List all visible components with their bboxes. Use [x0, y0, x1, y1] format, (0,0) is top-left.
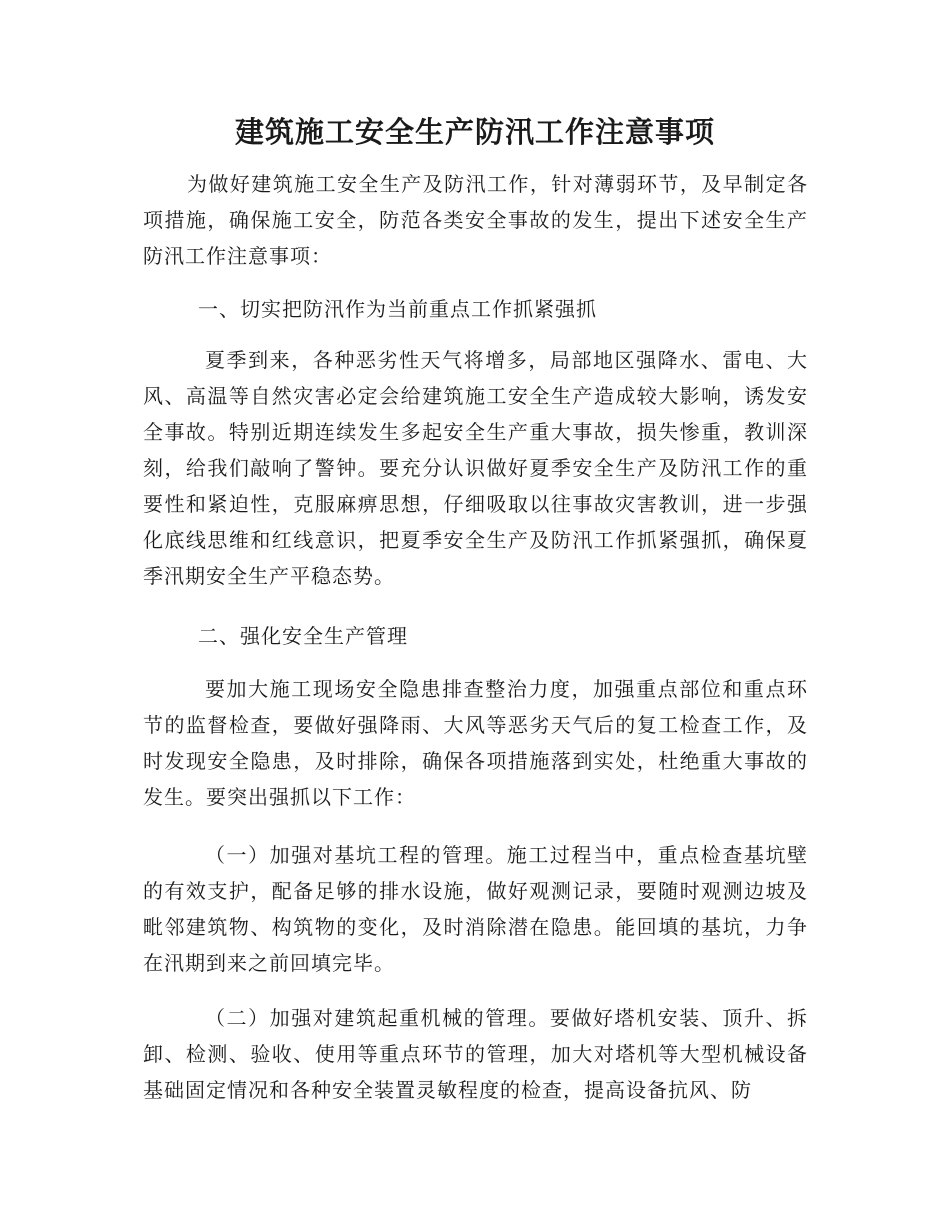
section-2-heading: 二、强化安全生产管理: [198, 624, 408, 648]
intro-paragraph: 为做好建筑施工安全生产及防汛工作，针对薄弱环节，及早制定各项措施，确保施工安全，防范各类安全事故的发生，提出下述安全生产防汛工作注意事项：: [143, 172, 808, 268]
document-title: 建筑施工安全生产防汛工作注意事项: [234, 115, 715, 149]
section-2-body: 要加大施工现场安全隐患排查整治力度，加强重点部位和重点环节的监督检查，要做好强降雨、大风等恶劣天气后的复工检查工作，及时发现安全隐患，及时排除，确保各项措施落到实处，杜绝重大事故的发生。要突出强抓以下工作：: [143, 677, 808, 809]
item-1-paragraph: （一）加强对基坑工程的管理。施工过程当中，重点检查基坑壁的有效支护，配备足够的排水设施，做好观测记录，要随时观测边坡及毗邻建筑物、构筑物的变化，及时消除潜在隐患。能回填的基坑，力争在汛期到来之前回填完毕。: [143, 843, 808, 975]
item-2-paragraph: （二）加强对建筑起重机械的管理。要做好塔机安装、顶升、拆卸、检测、验收、使用等重点环节的管理，加大对塔机等大型机械设备基础固定情况和各种安全装置灵敏程度的检查，提高设备抗风、防: [143, 1006, 808, 1102]
section-1-body: 夏季到来，各种恶劣性天气将增多，局部地区强降水、雷电、大风、高温等自然灾害必定会给建筑施工安全生产造成较大影响，诱发安全事故。特别近期连续发生多起安全生产重大事故，损失惨重，教训深刻，给我们敲响了警钟。要充分认识做好夏季安全生产及防汛工作的重要性和紧迫性，克服麻痹思想，仔细吸取以往事故灾害教训，进一步强化底线思维和红线意识，把夏季安全生产及防汛工作抓紧强抓，确保夏季汛期安全生产平稳态势。: [143, 348, 808, 588]
section-1-heading: 一、切实把防汛作为当前重点工作抓紧强抓: [198, 297, 597, 321]
